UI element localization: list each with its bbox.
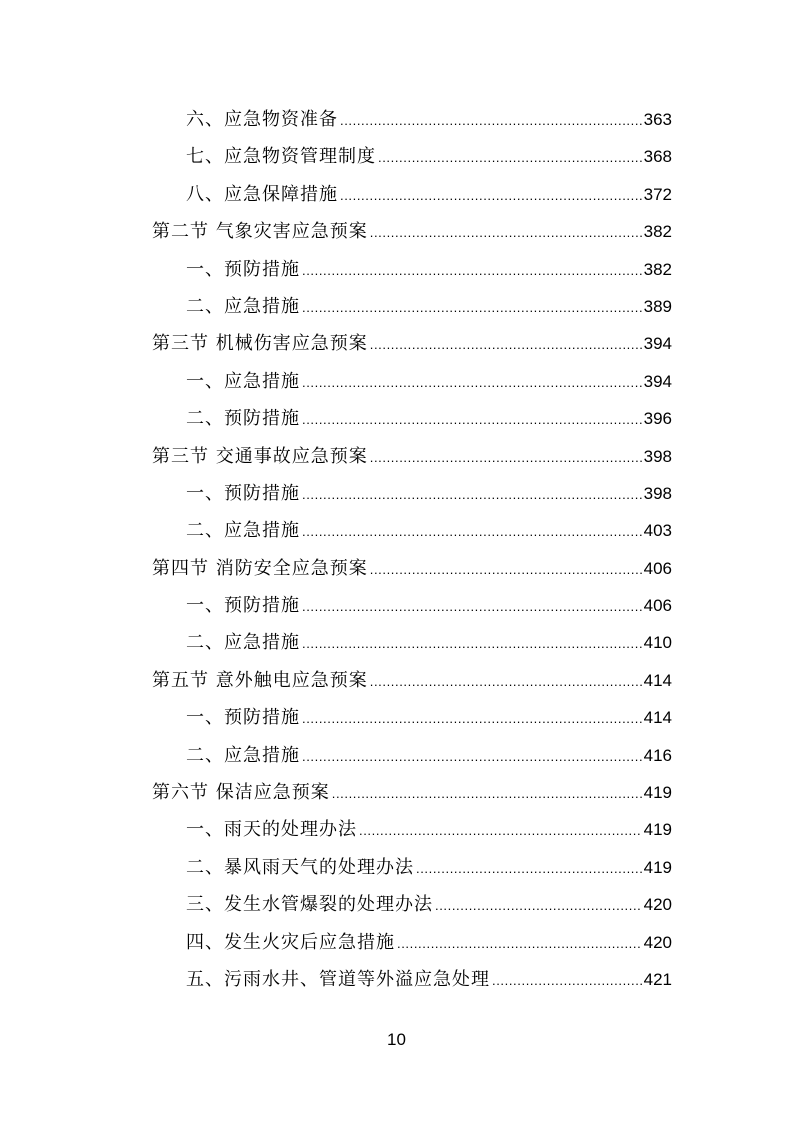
toc-entry-page-number: 396 xyxy=(643,409,672,429)
toc-subsection-entry[interactable] xyxy=(152,886,672,923)
toc-subsection-entry[interactable] xyxy=(152,176,672,213)
toc-dot-leader xyxy=(492,962,642,999)
toc-dot-leader xyxy=(370,439,642,476)
toc-dot-leader xyxy=(370,663,642,700)
toc-subsection-entry[interactable] xyxy=(152,101,672,138)
toc-entry-label: 一、预防措施 xyxy=(186,482,300,504)
toc-subsection-entry[interactable] xyxy=(152,587,672,624)
toc-section-entry[interactable] xyxy=(152,662,672,699)
toc-entry-page-number: 414 xyxy=(643,670,672,690)
toc-subsection-entry[interactable] xyxy=(152,138,672,175)
toc-entry-page-number: 372 xyxy=(643,184,672,204)
toc-entry-page-number: 419 xyxy=(643,857,672,877)
toc-entry-page-number: 419 xyxy=(643,820,672,840)
toc-entry-label: 四、发生火灾后应急措施 xyxy=(186,931,395,953)
toc-subsection-entry[interactable] xyxy=(152,363,672,400)
toc-dot-leader xyxy=(340,102,642,139)
toc-entry-page-number: 420 xyxy=(643,932,672,952)
toc-entry-label: 五、污雨水井、管道等外溢应急处理 xyxy=(186,968,490,990)
toc-dot-leader xyxy=(370,326,642,363)
toc-subsection-entry[interactable] xyxy=(152,924,672,961)
toc-entry-page-number: 406 xyxy=(643,558,672,578)
toc-entry-page-number: 389 xyxy=(643,296,672,316)
toc-section-entry[interactable] xyxy=(152,213,672,250)
toc-entry-label: 二、应急措施 xyxy=(186,520,300,542)
toc-entry-page-number: 414 xyxy=(643,708,672,728)
toc-entry-page-number: 398 xyxy=(643,483,672,503)
toc-entry-label: 二、应急措施 xyxy=(186,295,300,317)
toc-entry-page-number: 406 xyxy=(643,596,672,616)
toc-subsection-entry[interactable] xyxy=(152,475,672,512)
toc-entry-label: 三、发生水管爆裂的处理办法 xyxy=(186,894,433,916)
toc-entry-label: 二、暴风雨天气的处理办法 xyxy=(186,856,414,878)
toc-dot-leader xyxy=(302,476,642,513)
toc-entry-label: 二、应急措施 xyxy=(186,744,300,766)
toc-entry-label: 二、预防措施 xyxy=(186,408,300,430)
toc-dot-leader xyxy=(302,700,642,737)
toc-subsection-entry[interactable] xyxy=(152,624,672,661)
toc-entry-label: 第三节 交通事故应急预案 xyxy=(152,445,368,467)
toc-entry-label: 第三节 机械伤害应急预案 xyxy=(152,333,368,355)
toc-dot-leader xyxy=(370,214,642,251)
toc-entry-page-number: 421 xyxy=(643,969,672,989)
toc-dot-leader xyxy=(397,925,642,962)
toc-section-entry[interactable] xyxy=(152,325,672,362)
toc-entry-label: 一、应急措施 xyxy=(186,370,300,392)
toc-dot-leader xyxy=(370,551,642,588)
toc-dot-leader xyxy=(302,289,642,326)
toc-subsection-entry[interactable] xyxy=(152,400,672,437)
toc-entry-page-number: 368 xyxy=(643,147,672,167)
toc-dot-leader xyxy=(302,252,642,289)
toc-subsection-entry[interactable] xyxy=(152,849,672,886)
toc-subsection-entry[interactable] xyxy=(152,699,672,736)
toc-entry-page-number: 419 xyxy=(643,783,672,803)
toc-section-entry[interactable] xyxy=(152,550,672,587)
toc-dot-leader xyxy=(302,401,642,438)
toc-entry-label: 第六节 保洁应急预案 xyxy=(152,782,330,804)
toc-entry-page-number: 410 xyxy=(643,633,672,653)
toc-entry-label: 二、应急措施 xyxy=(186,632,300,654)
toc-dot-leader xyxy=(416,850,642,887)
toc-entry-label: 一、预防措施 xyxy=(186,595,300,617)
toc-entry-label: 七、应急物资管理制度 xyxy=(186,146,376,168)
toc-entry-label: 八、应急保障措施 xyxy=(186,183,338,205)
toc-subsection-entry[interactable] xyxy=(152,512,672,549)
toc-dot-leader xyxy=(332,775,642,812)
toc-dot-leader xyxy=(302,513,642,550)
toc-entry-page-number: 398 xyxy=(643,446,672,466)
toc-entry-label: 一、雨天的处理办法 xyxy=(186,819,357,841)
toc-entry-label: 六、应急物资准备 xyxy=(186,109,338,130)
toc-entry-label: 一、预防措施 xyxy=(186,707,300,729)
toc-entry-label: 一、预防措施 xyxy=(186,258,300,280)
toc-entry-page-number: 382 xyxy=(643,222,672,242)
toc-dot-leader xyxy=(378,139,642,176)
toc-dot-leader xyxy=(302,738,642,775)
toc-entry-label: 第二节 气象灾害应急预案 xyxy=(152,221,368,243)
toc-entry-label: 第五节 意外触电应急预案 xyxy=(152,669,368,691)
toc-subsection-entry[interactable] xyxy=(152,288,672,325)
toc-dot-leader xyxy=(359,812,642,849)
toc-entry-page-number: 420 xyxy=(643,895,672,915)
toc-section-entry[interactable] xyxy=(152,438,672,475)
toc-entry-label: 第四节 消防安全应急预案 xyxy=(152,557,368,579)
toc-subsection-entry[interactable] xyxy=(152,961,672,998)
table-of-contents xyxy=(152,101,672,998)
toc-subsection-entry[interactable] xyxy=(152,737,672,774)
toc-dot-leader xyxy=(340,177,642,214)
toc-dot-leader xyxy=(302,364,642,401)
toc-entry-page-number: 394 xyxy=(643,334,672,354)
toc-dot-leader xyxy=(302,588,642,625)
toc-entry-page-number: 394 xyxy=(643,371,672,391)
toc-section-entry[interactable] xyxy=(152,774,672,811)
toc-dot-leader xyxy=(435,887,642,924)
toc-dot-leader xyxy=(302,625,642,662)
toc-entry-page-number: 403 xyxy=(643,521,672,541)
page-number: 10 xyxy=(387,1030,406,1049)
toc-subsection-entry[interactable] xyxy=(152,811,672,848)
toc-subsection-entry[interactable] xyxy=(152,251,672,288)
toc-entry-page-number: 363 xyxy=(643,110,672,129)
toc-entry-page-number: 382 xyxy=(643,259,672,279)
toc-entry-page-number: 416 xyxy=(643,745,672,765)
